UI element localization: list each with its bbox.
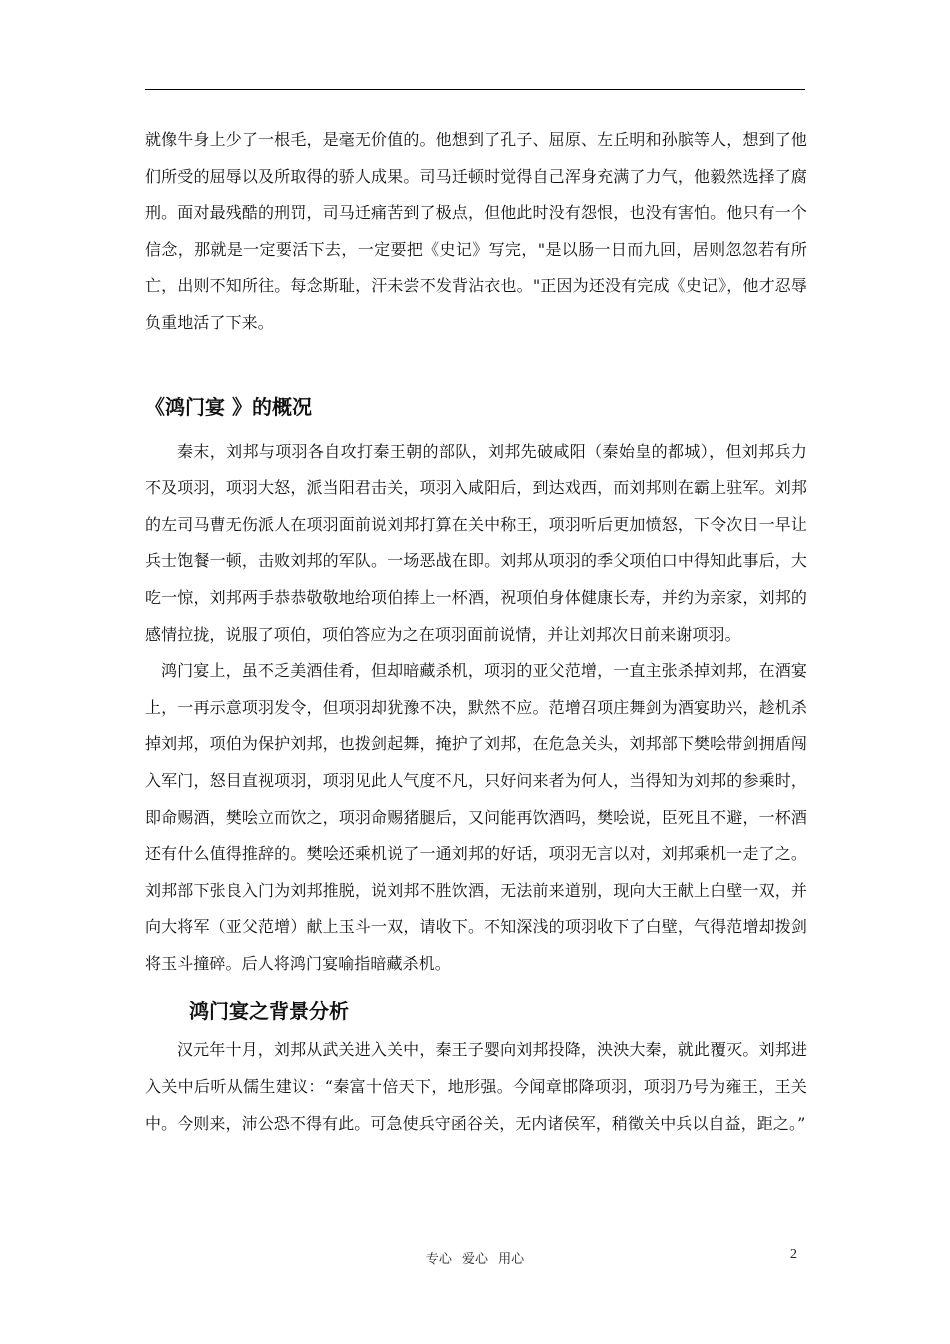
paragraph-overview-2: 鸿门宴上，虽不乏美酒佳肴，但却暗藏杀机，项羽的亚父范增，一直主张杀掉刘邦，在酒宴上，一再示意项羽发令，但项羽却犹豫不决，默然不应。范增召项庄舞剑为酒宴助兴，趁机杀掉刘邦，项伯为保护刘邦，也拨剑起舞，掩护了刘邦，在危急关头，刘邦部下樊哙带剑拥盾闯入军门，怒目直视项羽，项羽见此人气度不凡，只好问来者为何人，当得知为刘邦的参乘时，即命赐酒，樊哙立而饮之，项羽命赐猪腿后，又问能再饮酒吗，樊哙说，臣死且不避，一杯酒还有什么值得推辞的。樊哙还乘机说了一通刘邦的好话，项羽无言以对，刘邦乘机一走了之。刘邦部下张良入门为刘邦推脱，说刘邦不胜饮酒，无法前来道别，现向大王献上白壁一双，并向大将军（亚父范增）献上玉斗一双，请收下。不知深浅的项羽收下了白壁，气得范增却拨剑将玉斗撞碎。后人将鸿门宴喻指暗藏杀机。 <box>145 661 807 973</box>
page-number: 2 <box>790 1247 797 1262</box>
section-title-overview: 《鸿门宴 》的概况 <box>145 394 312 419</box>
header-rule <box>145 89 805 90</box>
document-body <box>145 122 807 1142</box>
footer-motto: 专心 爱心 用心 <box>425 1252 525 1267</box>
section-title-background: 鸿门宴之背景分析 <box>189 999 349 1024</box>
paragraph-background-1: 汉元年十月，刘邦从武关进入关中，秦王子婴向刘邦投降，泱泱大秦，就此覆灭。刘邦进入关中后听从儒生建议：“秦富十倍天下，地形强。今闻章邯降项羽，项羽乃号为雍王，王关中。今则来，沛公恐不得有此。可急使兵守函谷关，无内诸侯军，稍徵关中兵以自益，距之。” <box>145 1040 807 1133</box>
paragraph-continued: 就像牛身上少了一根毛，是毫无价值的。他想到了孔子、屈原、左丘明和孙膑等人，想到了他们所受的屈辱以及所取得的骄人成果。司马迁顿时觉得自己浑身充满了力气，他毅然选择了腐刑。面对最残酷的刑罚，司马迁痛苦到了极点，但他此时没有怨恨，也没有害怕。他只有一个信念，那就是一定要活下去，一定要把《史记》写完，"是以肠一日而九回，居则忽忽若有所亡，出则不知所往。每念斯耻，汗未尝不发背沾衣也。"正因为还没有完成《史记》，他才忍辱负重地活了下来。 <box>145 130 807 332</box>
paragraph-overview-1: 秦末，刘邦与项羽各自攻打秦王朝的部队，刘邦先破咸阳（秦始皇的都城），但刘邦兵力不及项羽，项羽大怒，派当阳君击关，项羽入咸阳后，到达戏西，而刘邦则在霸上驻军。刘邦的左司马曹无伤派人在项羽面前说刘邦打算在关中称王，项羽听后更加愤怒，下令次日一早让兵士饱餐一顿，击败刘邦的军队。一场恶战在即。刘邦从项羽的季父项伯口中得知此事后，大吃一惊，刘邦两手恭恭敬敬地给项伯捧上一杯酒，祝项伯身体健康长寿，并约为亲家，刘邦的感情拉拢，说服了项伯，项伯答应为之在项羽面前说情，并让刘邦次日前来谢项羽。 <box>145 441 807 644</box>
